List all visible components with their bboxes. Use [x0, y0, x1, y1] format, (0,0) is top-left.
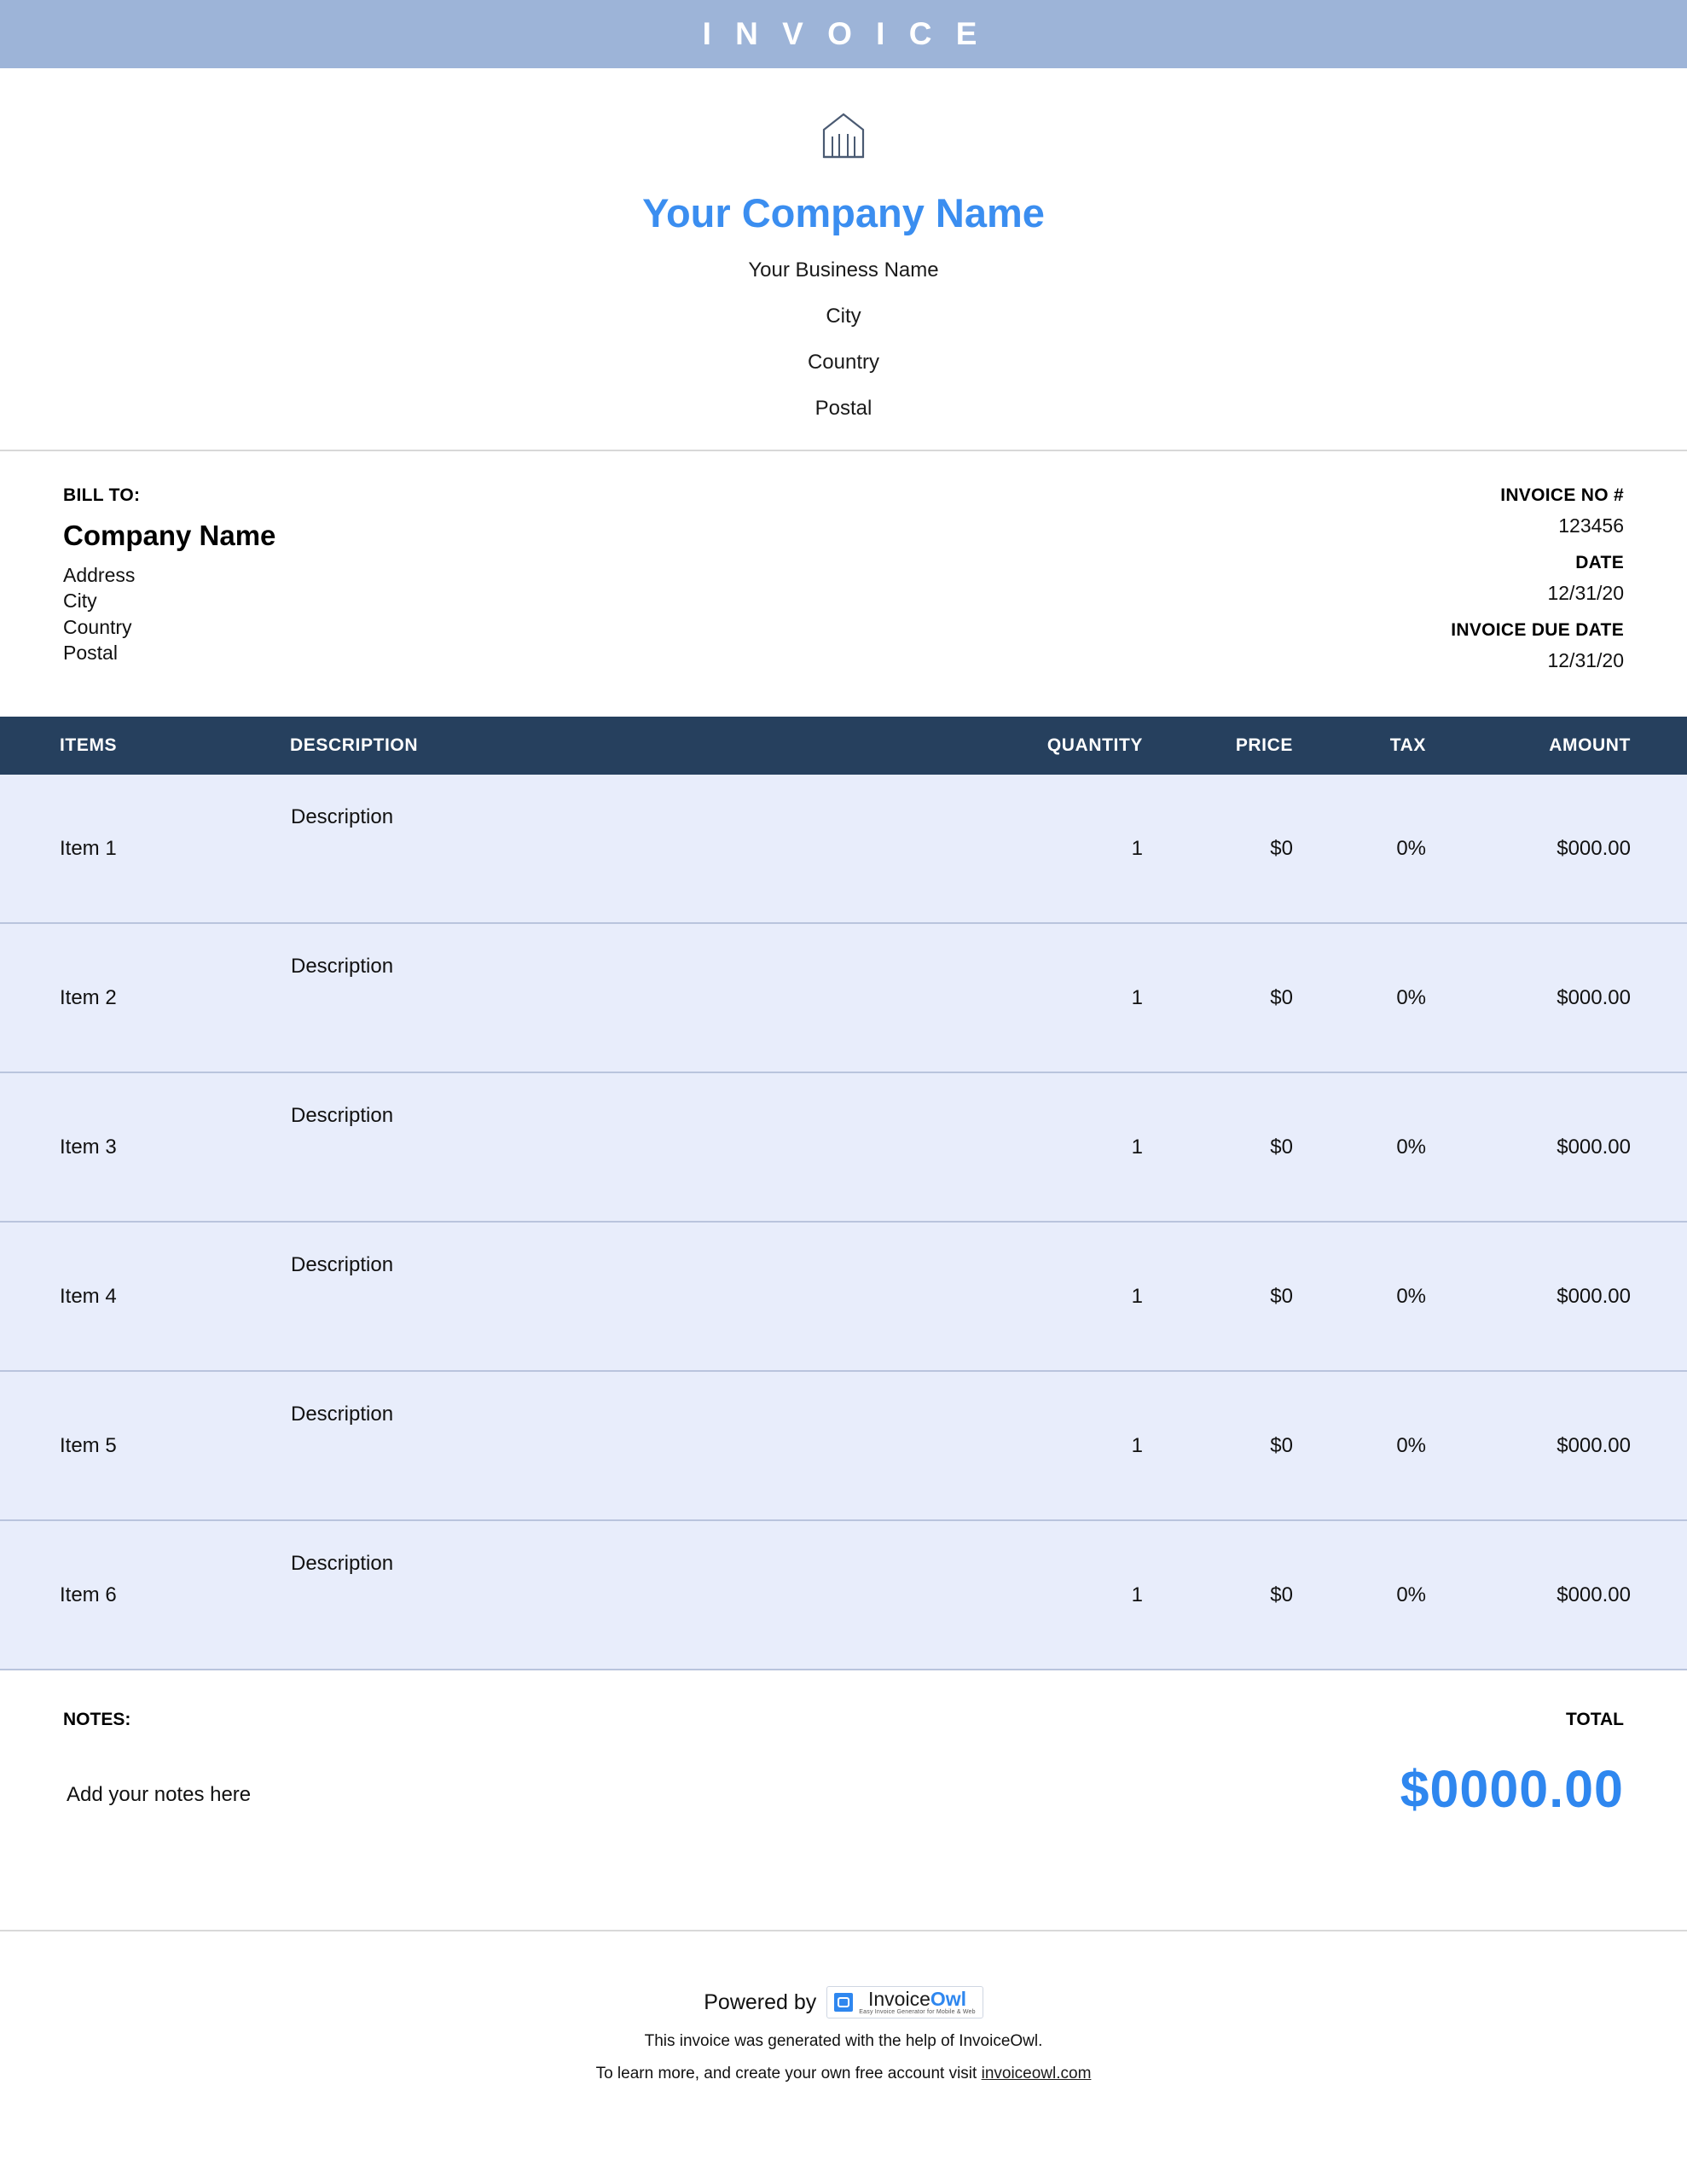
column-header-amount: AMOUNT: [1452, 717, 1687, 775]
powered-by-row: [0, 1986, 1687, 2018]
cell-item: Item 4: [60, 1284, 117, 1308]
invoiceowl-link[interactable]: invoiceowl.com: [981, 2065, 1092, 2082]
page-title: I N V O I C E: [702, 16, 985, 51]
cell-tax: 0%: [1396, 985, 1426, 1009]
bill-to-postal: Postal: [63, 642, 118, 665]
total-value: $0000.00: [1400, 1760, 1624, 1818]
column-header-description: DESCRIPTION: [290, 717, 972, 775]
bill-to-country: Country: [63, 615, 132, 638]
notes-block: [63, 1710, 251, 1819]
cell-quantity: 1: [1131, 1433, 1143, 1457]
cell-description: Description: [291, 1104, 394, 1127]
cell-item: Item 6: [60, 1583, 117, 1606]
column-header-tax: TAX: [1315, 717, 1452, 775]
invoice-date-value: 12/31/20: [1547, 582, 1624, 604]
footer-line-2-text: To learn more, and create your own free account visit: [595, 2065, 977, 2082]
company-line-country: Country: [807, 351, 880, 374]
invoice-number-value: 123456: [1558, 514, 1624, 537]
cell-quantity: 1: [1131, 1583, 1143, 1606]
table-body: [0, 775, 1687, 1670]
cell-price: $0: [1270, 985, 1293, 1009]
cell-price: $0: [1270, 1583, 1293, 1606]
cell-description: Description: [291, 1403, 394, 1426]
company-header: [0, 68, 1687, 451]
total-block: [1400, 1710, 1624, 1819]
invoice-due-date-label: INVOICE DUE DATE: [1451, 620, 1624, 640]
cell-price: $0: [1270, 1135, 1293, 1159]
total-label: TOTAL: [1565, 1710, 1624, 1729]
bill-to-block: [63, 485, 275, 688]
cell-tax: 0%: [1396, 1284, 1426, 1308]
cell-item: Item 5: [60, 1433, 117, 1457]
footer-line-1: This invoice was generated with the help of InvoiceOwl.: [644, 2032, 1043, 2050]
cell-quantity: 1: [1131, 1135, 1143, 1159]
cell-amount: $000.00: [1557, 1135, 1631, 1159]
cell-amount: $000.00: [1557, 985, 1631, 1009]
table-row: [0, 775, 1687, 923]
building-icon: [817, 111, 870, 165]
cell-price: $0: [1270, 836, 1293, 860]
column-header-items: ITEMS: [0, 717, 290, 775]
bill-to-address: Address: [63, 564, 136, 586]
owl-icon: [834, 1993, 853, 2012]
invoiceowl-wordmark: [859, 1989, 975, 2015]
invoice-date-label: DATE: [1575, 553, 1624, 572]
table-row: [0, 923, 1687, 1072]
column-header-quantity: QUANTITY: [972, 717, 1165, 775]
brand-tagline: Easy Invoice Generator for Mobile & Web: [859, 2009, 976, 2015]
invoice-details-block: [1451, 485, 1624, 688]
cell-amount: $000.00: [1557, 1284, 1631, 1308]
invoiceowl-logo: [826, 1986, 983, 2018]
company-name: Your Company Name: [642, 190, 1045, 235]
cell-item: Item 3: [60, 1135, 117, 1159]
company-line-city: City: [826, 305, 861, 328]
cell-amount: $000.00: [1557, 836, 1631, 860]
table-header: [0, 717, 1687, 775]
cell-amount: $000.00: [1557, 1583, 1631, 1606]
cell-amount: $000.00: [1557, 1433, 1631, 1457]
cell-quantity: 1: [1131, 985, 1143, 1009]
cell-description: Description: [291, 805, 394, 828]
company-line-postal: Postal: [815, 397, 872, 420]
brand-second: Owl: [930, 1988, 967, 2010]
cell-item: Item 1: [60, 836, 117, 860]
table-row: [0, 1072, 1687, 1222]
bill-to-company: Company Name: [63, 520, 276, 551]
notes-label: NOTES:: [63, 1710, 131, 1729]
company-line-business: Your Business Name: [748, 258, 939, 282]
cell-price: $0: [1270, 1433, 1293, 1457]
notes-text: Add your notes here: [67, 1783, 252, 1806]
company-logo: [0, 104, 1687, 171]
invoice-due-date-value: 12/31/20: [1547, 649, 1624, 671]
cell-description: Description: [291, 1253, 394, 1276]
brand-first: Invoice: [867, 1988, 930, 2010]
cell-price: $0: [1270, 1284, 1293, 1308]
cell-description: Description: [291, 955, 394, 978]
invoice-banner: [0, 0, 1687, 68]
powered-by-label: Powered by: [704, 1989, 817, 2014]
table-row: [0, 1520, 1687, 1670]
invoice-meta-section: [0, 451, 1687, 688]
document-footer: [0, 1931, 1687, 2109]
footer-line-2: [0, 2065, 1687, 2083]
column-header-price: PRICE: [1165, 717, 1315, 775]
cell-description: Description: [291, 1552, 394, 1575]
cell-quantity: 1: [1131, 836, 1143, 860]
table-row: [0, 1222, 1687, 1371]
cell-tax: 0%: [1396, 1583, 1426, 1606]
cell-tax: 0%: [1396, 836, 1426, 860]
cell-tax: 0%: [1396, 1433, 1426, 1457]
line-items-table: [0, 717, 1687, 1670]
bill-to-label: BILL TO:: [63, 485, 141, 505]
cell-item: Item 2: [60, 985, 117, 1009]
table-row: [0, 1371, 1687, 1520]
notes-total-section: [0, 1670, 1687, 1819]
table-header-row: [0, 717, 1687, 775]
cell-tax: 0%: [1396, 1135, 1426, 1159]
invoice-number-label: INVOICE NO #: [1500, 485, 1624, 505]
cell-quantity: 1: [1131, 1284, 1143, 1308]
bill-to-city: City: [63, 590, 97, 613]
